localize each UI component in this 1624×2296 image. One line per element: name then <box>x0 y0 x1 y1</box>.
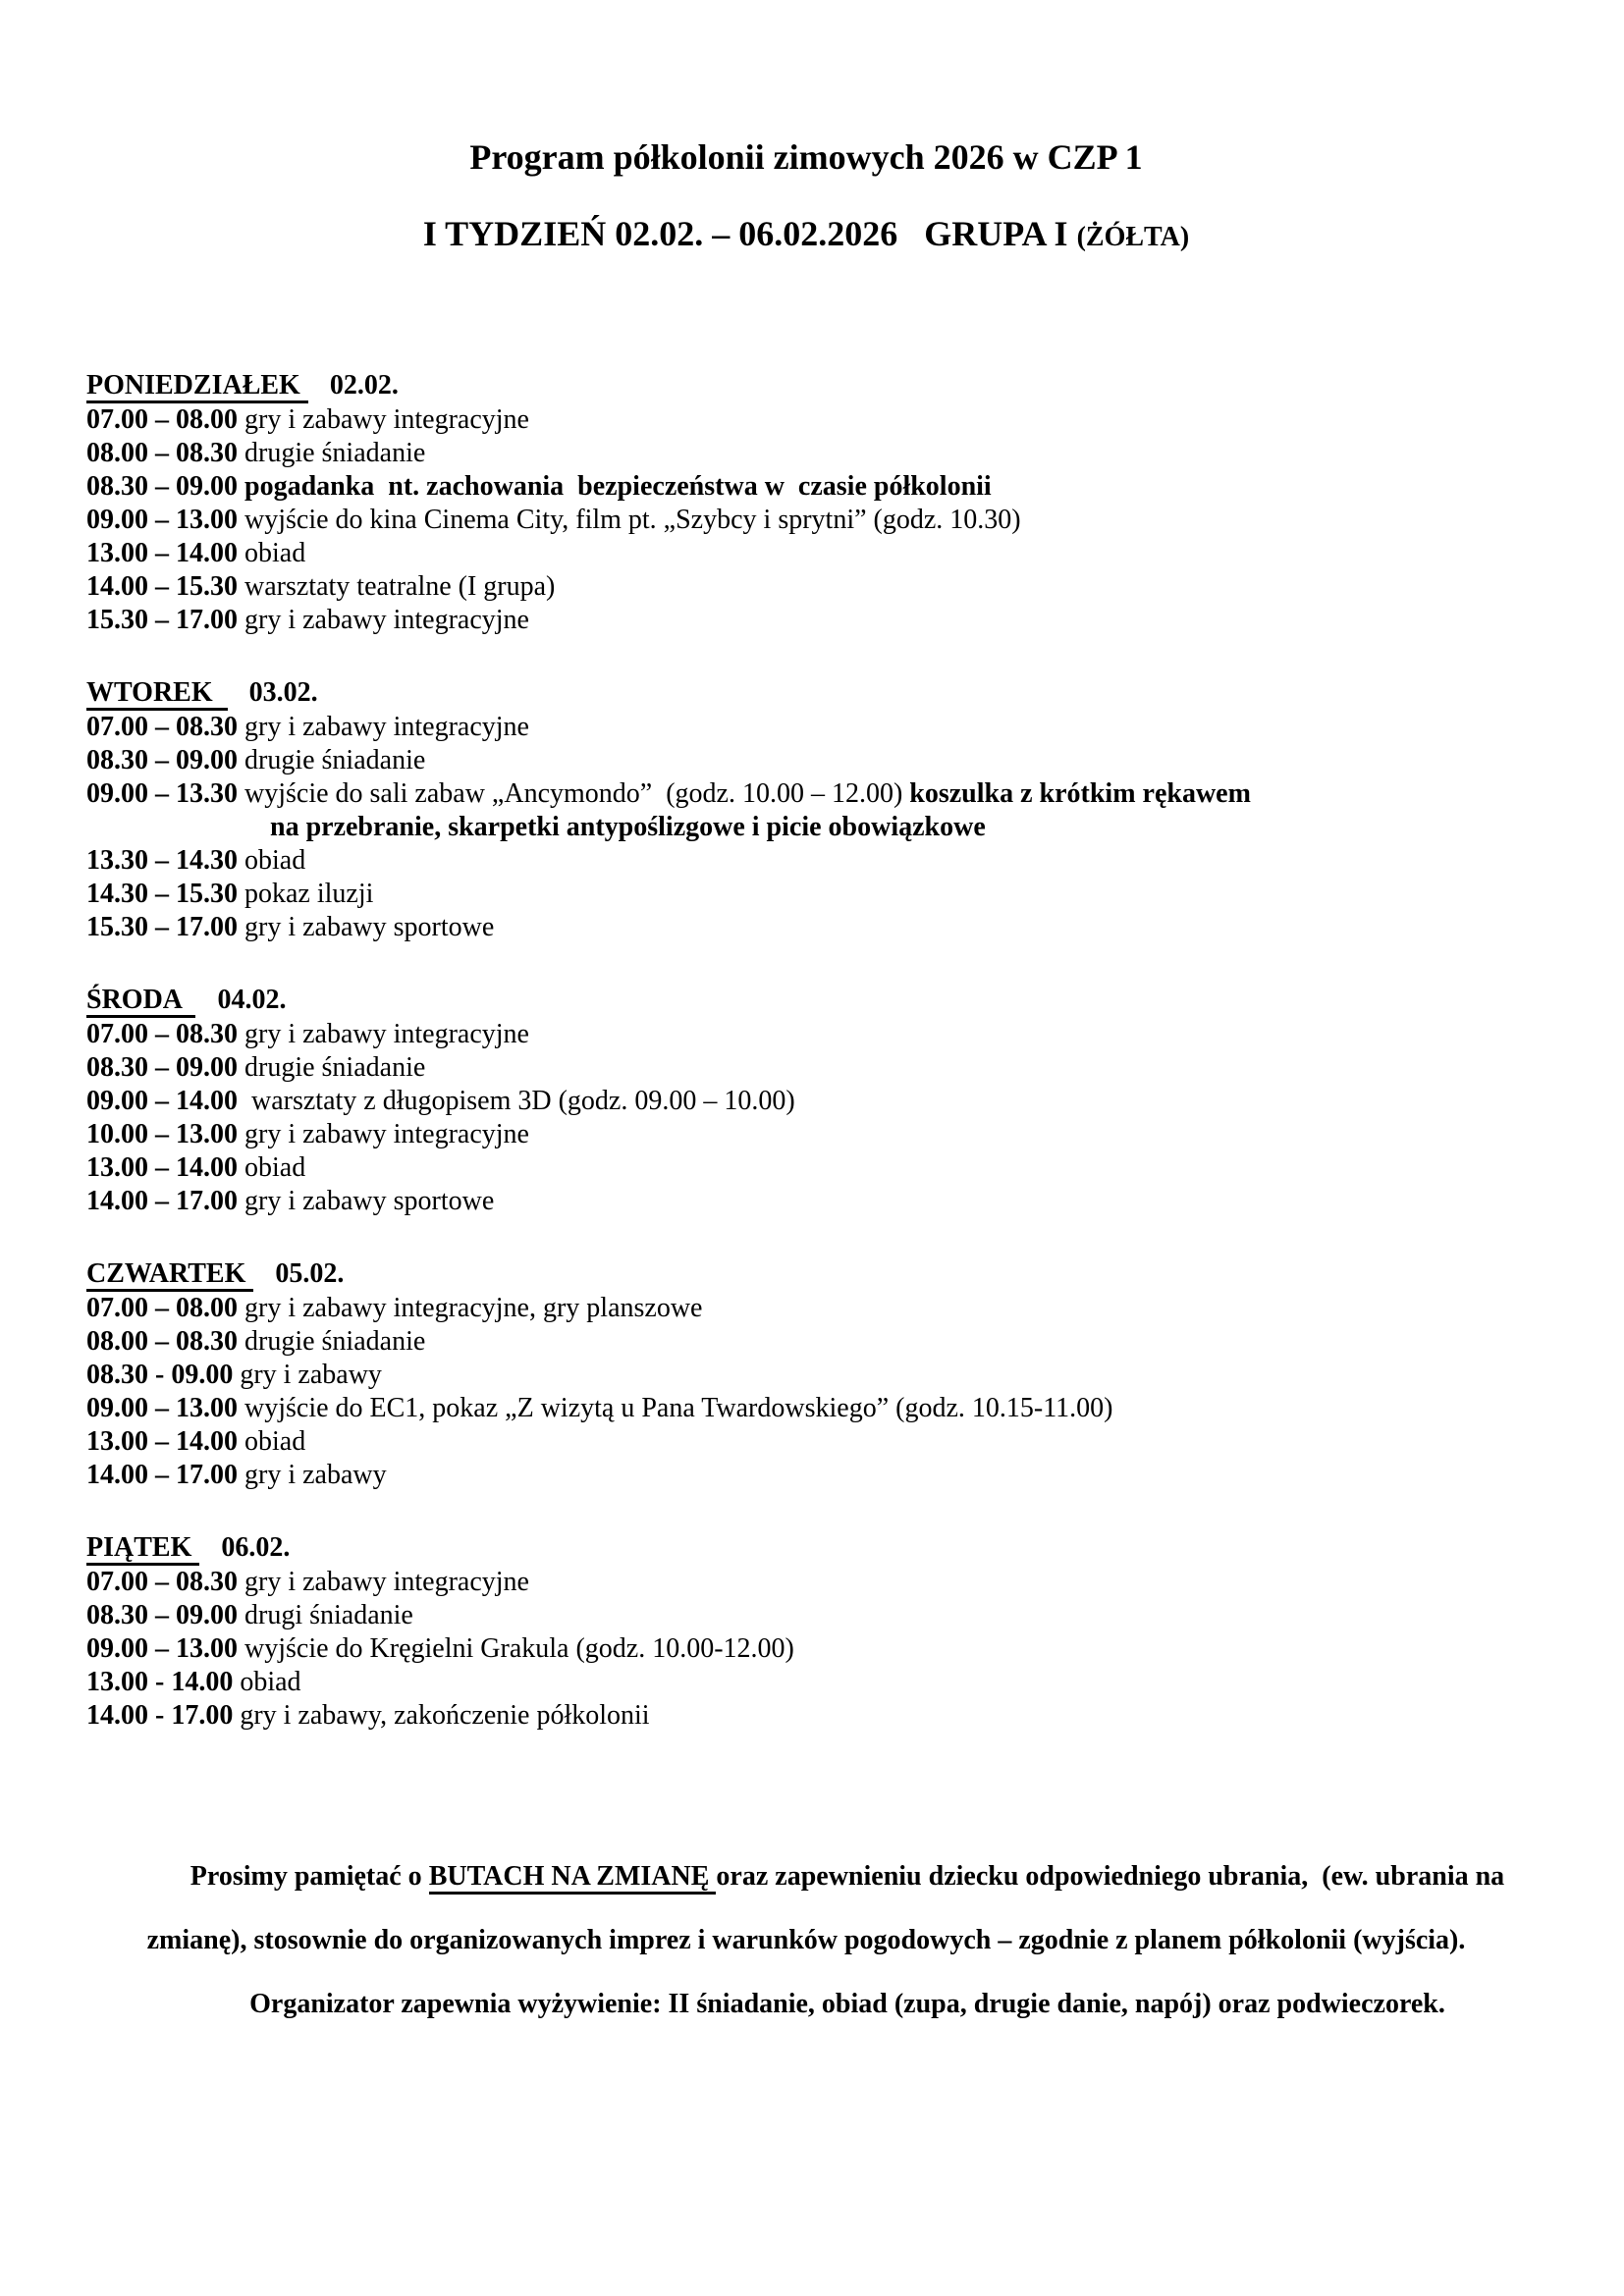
entry-description <box>244 1152 305 1183</box>
entry-description <box>244 538 305 568</box>
entry-time: 09.00 – 13.00 <box>86 1633 238 1664</box>
subtitle-group-color: (ŻÓŁTA) <box>1076 222 1190 252</box>
entry-time: 08.30 – 09.00 <box>86 745 238 775</box>
entry-description <box>244 1119 529 1149</box>
entry-time: 08.30 - 09.00 <box>86 1360 234 1390</box>
entry-description <box>244 1293 702 1323</box>
entry-description <box>244 1086 795 1116</box>
schedule-entry <box>86 1292 1526 1325</box>
entry-description <box>244 1460 387 1490</box>
entry-description-segment: gry i zabawy, zakończenie półkolonii <box>240 1700 650 1731</box>
schedule-entry <box>86 403 1526 437</box>
entry-description <box>244 1426 305 1457</box>
entry-description <box>244 571 555 602</box>
entry-description-segment: obiad <box>240 1667 301 1697</box>
entry-description <box>244 1393 1113 1423</box>
footer-text: Organizator zapewnia wyżywienie: II śniadanie, obiad (zupa, drugie danie, napój) oraz podwieczorek. <box>167 1989 1445 2019</box>
entry-time: 07.00 – 08.30 <box>86 1019 238 1049</box>
schedule-entry <box>86 844 1526 878</box>
entry-time: 14.00 - 17.00 <box>86 1700 234 1731</box>
schedule-entry <box>86 911 1526 944</box>
entry-description <box>244 845 305 876</box>
schedule-entry <box>86 1599 1526 1632</box>
entry-time: 14.00 – 17.00 <box>86 1186 238 1216</box>
entry-description-segment: wyjście do sali zabaw „Ancymondo” (godz. 10.00 – 12.00) <box>244 778 910 809</box>
subtitle-week-range: I TYDZIEŃ 02.02. – 06.02.2026 GRUPA I <box>422 214 1077 253</box>
entry-time: 07.00 – 08.30 <box>86 1567 238 1597</box>
footer-text: zmianę), stosownie do organizowanych imprez i warunków pogodowych – zgodnie z planem półkolonii (wyjścia). <box>146 1925 1466 1955</box>
entry-time: 14.00 – 15.30 <box>86 571 238 602</box>
entry-description-segment: drugie śniadanie <box>244 1326 426 1357</box>
entry-description-segment: drugie śniadanie <box>244 1052 426 1083</box>
footer-notes <box>86 1844 1526 2036</box>
entry-description <box>244 404 529 435</box>
entry-description-segment: wyjście do EC1, pokaz „Z wizytą u Pana Twardowskiego” (godz. 10.15-11.00) <box>244 1393 1113 1423</box>
entry-description-segment: obiad <box>244 1152 306 1183</box>
entry-description <box>244 712 529 742</box>
entry-description-segment: koszulka z krótkim rękawem <box>909 778 1251 809</box>
schedule-entry <box>86 437 1526 470</box>
day-name: WTOREK <box>86 677 228 711</box>
entry-description <box>244 1633 794 1664</box>
entry-time: 09.00 – 13.30 <box>86 778 238 809</box>
entry-description <box>244 1019 529 1049</box>
entry-time: 08.30 – 09.00 <box>86 471 238 502</box>
entry-description-segment: drugie śniadanie <box>244 745 426 775</box>
entry-description-segment: gry i zabawy sportowe <box>244 912 495 942</box>
entry-description-segment: gry i zabawy sportowe <box>244 1186 495 1216</box>
entry-description <box>244 1186 494 1216</box>
schedule-entry <box>86 537 1526 570</box>
schedule-entry <box>86 1425 1526 1459</box>
day-date: 02.02. <box>329 370 399 400</box>
schedule-entry <box>86 744 1526 777</box>
entry-description-segment: warsztaty teatralne (I grupa) <box>244 571 556 602</box>
day-section <box>86 1531 1526 1733</box>
entry-description-segment: gry i zabawy integracyjne <box>244 404 529 435</box>
schedule-entry <box>86 878 1526 911</box>
entry-description-segment: obiad <box>244 538 306 568</box>
entry-description <box>244 1600 413 1630</box>
entry-description-segment: wyjście do Kręgielni Grakula (godz. 10.00-12.00) <box>244 1633 794 1664</box>
entry-description <box>244 745 425 775</box>
schedule-entry <box>86 1699 1526 1733</box>
entry-description-segment: warsztaty z długopisem 3D (godz. 09.00 – 10.00) <box>244 1086 795 1116</box>
entry-time: 14.30 – 15.30 <box>86 879 238 909</box>
entry-description-segment: gry i zabawy integracyjne, gry planszowe <box>244 1293 703 1323</box>
schedule-entry <box>86 570 1526 604</box>
schedule-entry <box>86 470 1526 504</box>
day-section <box>86 984 1526 1218</box>
schedule-entry <box>86 1666 1526 1699</box>
footer-line <box>86 1908 1526 1972</box>
document-subtitle <box>86 212 1526 259</box>
day-section <box>86 1257 1526 1492</box>
entry-description-segment: gry i zabawy integracyjne <box>244 1019 529 1049</box>
entry-time: 13.00 – 14.00 <box>86 538 238 568</box>
day-date: 06.02. <box>221 1532 291 1563</box>
footer-line <box>86 1844 1526 1908</box>
entry-time: 09.00 – 13.00 <box>86 1393 238 1423</box>
schedule-entry <box>86 1151 1526 1185</box>
entry-description <box>244 1567 529 1597</box>
schedule-entry <box>86 504 1526 537</box>
entry-description-segment: drugi śniadanie <box>244 1600 413 1630</box>
day-section <box>86 676 1526 944</box>
schedule-entry <box>86 711 1526 744</box>
entry-description-segment: gry i zabawy integracyjne <box>244 1119 529 1149</box>
entry-time: 08.30 – 09.00 <box>86 1052 238 1083</box>
entry-description-segment: obiad <box>244 845 306 876</box>
entry-time: 14.00 – 17.00 <box>86 1460 238 1490</box>
entry-description <box>244 778 1251 842</box>
day-header <box>86 1531 1526 1566</box>
entry-time: 08.00 – 08.30 <box>86 438 238 468</box>
day-name: PONIEDZIAŁEK <box>86 370 308 403</box>
day-date: 04.02. <box>217 985 287 1015</box>
entry-time: 07.00 – 08.30 <box>86 712 238 742</box>
schedule-entry <box>86 1118 1526 1151</box>
day-header <box>86 1257 1526 1292</box>
entry-time: 15.30 – 17.00 <box>86 605 238 635</box>
entry-description-segment: drugie śniadanie <box>244 438 426 468</box>
schedule-entry <box>86 1325 1526 1359</box>
entry-description <box>240 1360 382 1390</box>
entry-description-segment: gry i zabawy <box>240 1360 382 1390</box>
entry-description <box>244 438 425 468</box>
schedule-entry <box>86 604 1526 637</box>
footer-line <box>86 1972 1526 2036</box>
day-date: 05.02. <box>275 1258 345 1289</box>
schedule-entry <box>86 1632 1526 1666</box>
entry-time: 15.30 – 17.00 <box>86 912 238 942</box>
entry-description-segment: pokaz iluzji <box>244 879 374 909</box>
day-section <box>86 369 1526 637</box>
entry-description <box>244 605 529 635</box>
schedule-entry <box>86 777 1526 844</box>
entry-time: 09.00 – 14.00 <box>86 1086 238 1116</box>
entry-description-segment: gry i zabawy integracyjne <box>244 605 529 635</box>
day-date: 03.02. <box>248 677 318 708</box>
day-header <box>86 676 1526 711</box>
day-name: CZWARTEK <box>86 1258 253 1292</box>
entry-description <box>244 471 992 502</box>
schedule-entry <box>86 1566 1526 1599</box>
footer-underlined-text: BUTACH NA ZMIANĘ <box>429 1861 717 1895</box>
day-name: ŚRODA <box>86 985 195 1018</box>
entry-time: 07.00 – 08.00 <box>86 1293 238 1323</box>
entry-description <box>240 1700 649 1731</box>
entry-description-segment: obiad <box>244 1426 306 1457</box>
schedule-entry <box>86 1459 1526 1492</box>
day-header <box>86 369 1526 403</box>
entry-description <box>244 1326 425 1357</box>
entry-time: 13.00 – 14.00 <box>86 1152 238 1183</box>
entry-description <box>244 912 494 942</box>
day-header <box>86 984 1526 1018</box>
entry-description-segment: pogadanka nt. zachowania bezpieczeństwa w czasie półkolonii <box>244 471 992 502</box>
schedule-entry <box>86 1085 1526 1118</box>
entry-description <box>244 1052 425 1083</box>
entry-time: 07.00 – 08.00 <box>86 404 238 435</box>
schedule-entry <box>86 1392 1526 1425</box>
entry-description-segment: gry i zabawy integracyjne <box>244 1567 529 1597</box>
entry-time: 08.00 – 08.30 <box>86 1326 238 1357</box>
schedule-entry <box>86 1018 1526 1051</box>
entry-time: 13.00 – 14.00 <box>86 1426 238 1457</box>
entry-description-segment: wyjście do kina Cinema City, film pt. „Szybcy i sprytni” (godz. 10.30) <box>244 505 1021 535</box>
footer-text: oraz zapewnieniu dziecku odpowiedniego ubrania, (ew. ubrania na <box>716 1861 1505 1892</box>
entry-time: 10.00 – 13.00 <box>86 1119 238 1149</box>
footer-text: Prosimy pamiętać o <box>107 1861 429 1892</box>
entry-description <box>244 879 373 909</box>
schedule-entry <box>86 1185 1526 1218</box>
entry-description-segment: gry i zabawy <box>244 1460 387 1490</box>
entry-time: 13.30 – 14.30 <box>86 845 238 876</box>
schedule-entry <box>86 1051 1526 1085</box>
entry-time: 13.00 - 14.00 <box>86 1667 234 1697</box>
day-name: PIĄTEK <box>86 1532 199 1566</box>
entry-description-segment: na przebranie, skarpetki antypoślizgowe i picie obowiązkowe <box>263 812 986 842</box>
entry-description <box>240 1667 300 1697</box>
document-title: Program półkolonii zimowych 2026 w CZP 1 <box>469 137 1143 177</box>
entry-time: 09.00 – 13.00 <box>86 505 238 535</box>
entry-time: 08.30 – 09.00 <box>86 1600 238 1630</box>
entry-description <box>244 505 1021 535</box>
entry-description-segment: gry i zabawy integracyjne <box>244 712 529 742</box>
schedule <box>86 369 1526 1733</box>
schedule-entry <box>86 1359 1526 1392</box>
